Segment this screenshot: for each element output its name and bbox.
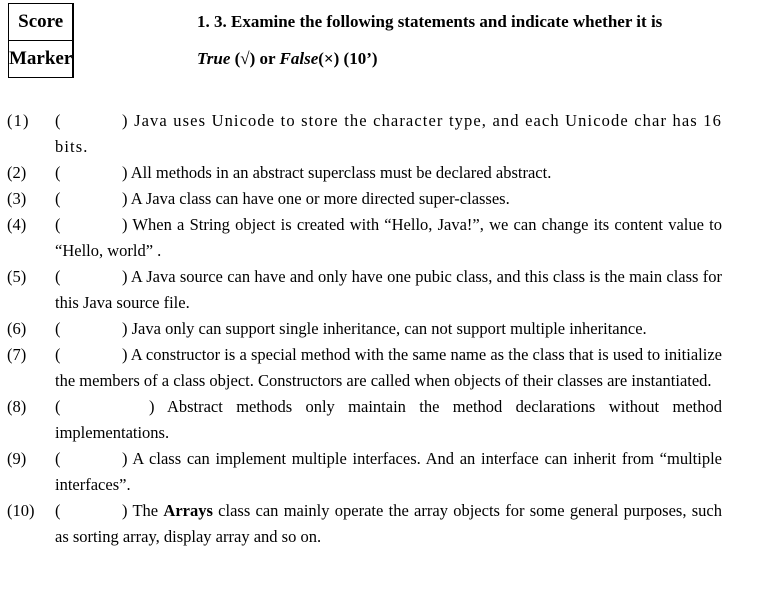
score-table (8, 3, 74, 78)
answer-blank: ( (55, 449, 61, 468)
item-text: ) A constructor is a special method with the same name as the class that is used to initialize the members of a class object. Constructors are called when objects of their classes are instantiated. (55, 345, 722, 390)
answer-blank: ( (55, 345, 61, 364)
item-text: ) Abstract methods only maintain the method declarations without method implementations. (55, 397, 722, 442)
or-word: or (259, 49, 276, 68)
item-text: ) A Java source can have and only have one pubic class, and this class is the main class for this Java source file. (55, 267, 722, 312)
item-number: (3) (7, 189, 27, 208)
item-text: ) All methods in an abstract superclass must be declared abstract. (122, 163, 552, 182)
answer-blank: ( (55, 397, 61, 416)
statement-item (0, 446, 757, 498)
answer-blank: ( (55, 215, 61, 234)
item-number: (7) (7, 345, 27, 364)
item-text: ) A class can implement multiple interfaces. And an interface can inherit from “multiple interfaces”. (55, 449, 722, 494)
false-symbol: (×) (318, 49, 340, 68)
item-number: (6) (7, 319, 27, 338)
item-text-bold: Arrays (163, 501, 213, 520)
true-symbol: (√) (234, 49, 256, 68)
item-number: (2) (7, 163, 27, 182)
score-label: Score (9, 4, 73, 41)
answer-blank: ( (55, 501, 61, 520)
statement-item (0, 160, 757, 186)
points: (10’) (343, 49, 378, 68)
item-text: ) Java only can support single inheritance, can not support multiple inheritance. (122, 319, 647, 338)
answer-blank: ( (55, 163, 61, 182)
item-text-after: class can mainly operate the array objects for some general purposes, such as sorting array, display array and so on. (55, 501, 722, 546)
marker-label: Marker (9, 41, 73, 78)
question-title-line1: 1. 3. Examine the following statements and indicate whether it is (197, 12, 663, 31)
statement-item (0, 186, 757, 212)
statement-item (0, 498, 757, 550)
statement-item (0, 264, 757, 316)
item-number: (1) (7, 111, 30, 130)
item-number: (8) (7, 397, 27, 416)
item-text: ) When a String object is created with “Hello, Java!”, we can change its content value to “Hello, world” . (55, 215, 722, 260)
answer-blank: ( (55, 189, 61, 208)
marker-cell (73, 41, 74, 78)
question-title-line2 (197, 40, 742, 77)
answer-blank: ( (55, 267, 61, 286)
answer-blank: ( (55, 319, 61, 338)
answer-blank: ( (55, 111, 62, 130)
item-text-before: ) The (122, 501, 164, 520)
item-number: (4) (7, 215, 27, 234)
statement-list (0, 108, 757, 550)
false-word: False (279, 49, 319, 68)
item-text: ) A Java class can have one or more directed super-classes. (122, 189, 510, 208)
item-number: (10) (7, 501, 35, 520)
statement-item (0, 212, 757, 264)
true-word: True (197, 49, 231, 68)
item-number: (9) (7, 449, 27, 468)
question-title (197, 3, 742, 77)
item-text: ) Java uses Unicode to store the character type, and each Unicode char has 16 bits. (55, 111, 722, 156)
statement-item (0, 316, 757, 342)
statement-item (0, 394, 757, 446)
item-number: (5) (7, 267, 27, 286)
statement-item (0, 342, 757, 394)
score-cell (73, 4, 74, 41)
statement-item (0, 108, 757, 160)
